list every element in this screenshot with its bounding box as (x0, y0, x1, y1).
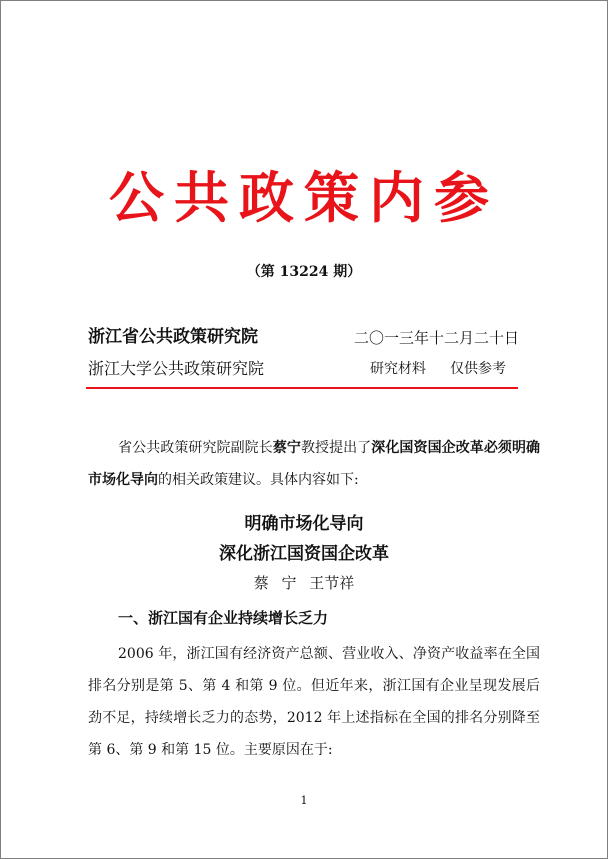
section-heading: 一、浙江国有企业持续增长乏力 (118, 609, 329, 627)
issue-number: （第 13224 期） (246, 264, 362, 280)
classification-labels (370, 358, 506, 380)
issuer-secondary: 浙江大学公共政策研究院 (88, 359, 265, 378)
article-authors: 蔡 宁 王节祥 (253, 574, 355, 592)
section-body-text: 2006 年，浙江国有经济资产总额、营业收入、净资产收益率在全国排名分别是第 5、第 4 和第 9 位。但近年来，浙江国有企业呈现发展后劲不足，持续增长乏力的态势，2012 年上述指标在全国的排名分别降至第 6、第 9 和第 15 位。主要原因在于: (88, 646, 540, 758)
intro-author-name: 蔡宁 (272, 440, 301, 456)
intro-text-1: 省公共政策研究院副院长 (118, 440, 273, 456)
issue-date: 二〇一三年十二月二十日 (354, 329, 520, 347)
header-divider (86, 387, 518, 389)
masthead-title: 公共政策内参 (108, 166, 499, 230)
article-title-line1: 明确市场化导向 (244, 514, 364, 534)
issuer-primary: 浙江省公共政策研究院 (88, 327, 258, 347)
article-title-line2: 深化浙江国资国企改革 (219, 544, 389, 564)
reference-label: 仅供参考 (450, 361, 506, 377)
section-body (88, 638, 540, 766)
intro-paragraph (88, 432, 540, 496)
material-label: 研究材料 (370, 361, 426, 377)
intro-text-2: 教授提出了 (300, 440, 372, 456)
page-number: 1 (300, 794, 308, 807)
intro-text-3: 的相关政策建议。具体内容如下: (158, 472, 359, 488)
intro-topic: 深化国资国企改革必须明确市场化导向 (88, 440, 541, 488)
